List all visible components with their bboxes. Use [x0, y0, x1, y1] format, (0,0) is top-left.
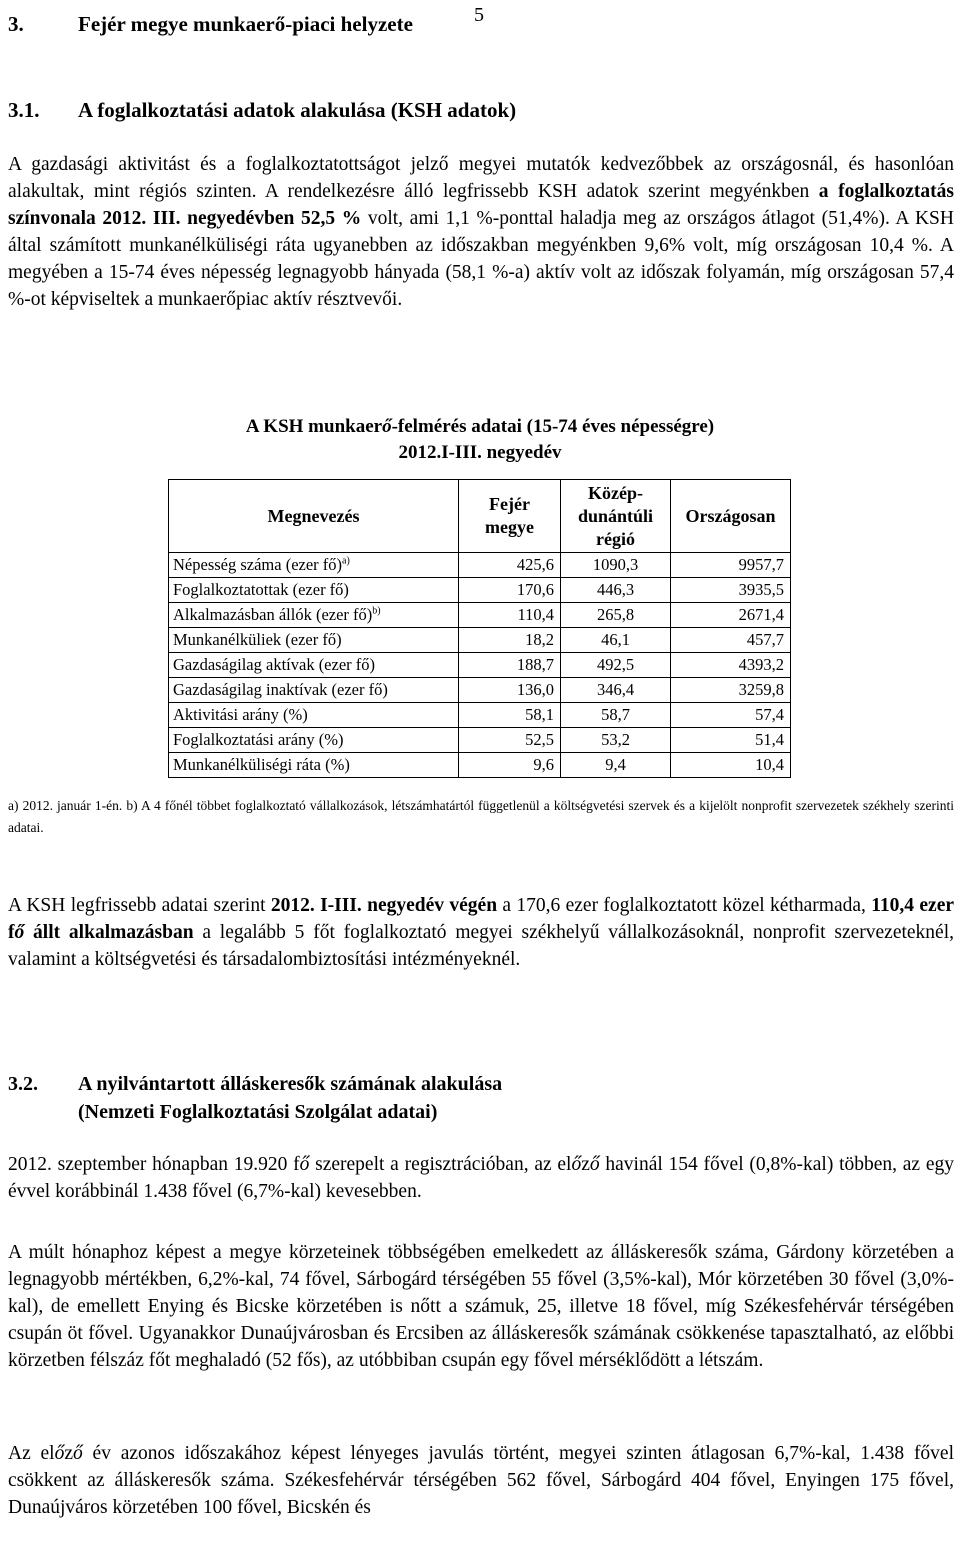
- paragraph-yearly-comparison: [8, 1440, 954, 1521]
- row-label: Foglalkoztatási arány (%): [173, 730, 344, 749]
- paragraph-employment-indicators: [8, 151, 954, 313]
- paragraph-district-changes: A múlt hónaphoz képest a megye körzeteinek többségében emelkedett az álláskeresők száma, Gárdony körzetében a legnagyobb mértékben, 6,2%-kal, 74 fővel, Sárbogárd térségében 55 fővel (3,5%-kal), Mór körzetében 30 fővel (3,0%-kal), de emellett Enying és Bicske körzetében is nőtt a számuk, 25, illetve 18 fővel, míg Székesfehérvár térségében csupán öt fővel. Ugyanakkor Dunaújvárosban és Ercsiben az álláskeresők számának csökkenése tapasztalható, az előbbi körzetben félszáz főt meghaladó (52 fős), az utóbbiban csupán egy fővel mérséklődött a létszám.: [8, 1242, 954, 1371]
- header-orszagosan: Országosan: [671, 480, 791, 553]
- text-run: 2012. szeptember hónapban 19.920 f: [8, 1154, 300, 1175]
- caption-run: -felmérés adatai (15-74 éves népességre): [391, 416, 715, 437]
- cell-kozep-dunantul: 53,2: [561, 728, 671, 753]
- table-row: [169, 728, 791, 753]
- row-label: Népesség száma (ezer fő): [173, 555, 343, 574]
- cell-kozep-dunantul: 265,8: [561, 603, 671, 628]
- header-kozep-line2: dunántúli: [577, 505, 654, 526]
- row-label: Gazdaságilag inaktívak (ezer fő): [173, 680, 388, 699]
- cell-kozep-dunantul: 492,5: [561, 653, 671, 678]
- cell-orszagosan: 51,4: [671, 728, 791, 753]
- table-row: [169, 753, 791, 778]
- cell-fejer: 18,2: [459, 628, 561, 653]
- cell-kozep-dunantul: 46,1: [561, 628, 671, 653]
- section-heading: [8, 10, 413, 38]
- bold-run: a foglalkoztatás színvonala 2012. III. negyedévben 52,5 %: [8, 181, 954, 229]
- footnote-marker: a): [342, 555, 350, 567]
- italic-run: ő: [299, 1154, 310, 1175]
- cell-label: [169, 753, 459, 778]
- header-name: Megnevezés: [169, 480, 459, 553]
- cell-fejer: 9,6: [459, 753, 561, 778]
- subsection-title: A foglalkoztatási adatok alakulása (KSH adatok): [78, 98, 517, 122]
- cell-label: [169, 553, 459, 578]
- section-number: 3.: [8, 12, 24, 36]
- subsection-title-line2: (Nemzeti Foglalkoztatási Szolgálat adatai): [78, 1101, 438, 1123]
- labour-survey-table: [168, 479, 791, 778]
- cell-fejer: 52,5: [459, 728, 561, 753]
- row-label: Alkalmazásban állók (ezer fő): [173, 605, 373, 624]
- header-fejer-line1: Fejér: [489, 494, 530, 514]
- subsection-heading-1: [8, 96, 516, 124]
- table-row: [169, 653, 791, 678]
- header-kozep-line1: Közép-: [588, 482, 643, 503]
- bold-italic-run: ő: [14, 922, 25, 943]
- cell-fejer: 170,6: [459, 578, 561, 603]
- subsection-title: [78, 1070, 502, 1126]
- text-run: z: [581, 1154, 590, 1175]
- italic-run: ő: [54, 1443, 65, 1464]
- cell-orszagosan: 2671,4: [671, 603, 791, 628]
- table-caption: [0, 414, 960, 466]
- text-run: a 170,6 ezer foglalkoztatott közel kétharmada,: [497, 895, 872, 916]
- bold-run: 110,4 ezer f: [8, 895, 954, 943]
- caption-run: A KSH munkaer: [245, 416, 383, 437]
- cell-kozep-dunantul: 9,4: [561, 753, 671, 778]
- cell-fejer: 188,7: [459, 653, 561, 678]
- cell-orszagosan: 57,4: [671, 703, 791, 728]
- cell-kozep-dunantul: 446,3: [561, 578, 671, 603]
- text-run: a legalább 5 főt foglalkoztató megyei székhelyű vállalkozásoknál, nonprofit szervezeteknél, valamint a költségvetési és társadalombiztosítási intézményeknél.: [8, 922, 955, 970]
- table-caption-line2: 2012.I-III. negyedév: [398, 442, 562, 463]
- table-header-row: [169, 480, 791, 553]
- subsection-heading-2: [8, 1070, 502, 1126]
- cell-orszagosan: 3935,5: [671, 578, 791, 603]
- cell-fejer: 136,0: [459, 678, 561, 703]
- cell-kozep-dunantul: 1090,3: [561, 553, 671, 578]
- table-caption-line1: [0, 414, 960, 440]
- cell-orszagosan: 4393,2: [671, 653, 791, 678]
- subsection-number: 3.2.: [8, 1073, 38, 1095]
- text-run: z: [64, 1443, 74, 1464]
- italic-run: ő: [589, 1154, 600, 1175]
- section-title: Fejér megye munkaerő-piaci helyzete: [78, 12, 413, 36]
- cell-kozep-dunantul: 58,7: [561, 703, 671, 728]
- header-fejer: [459, 480, 561, 553]
- text-run: A KSH legfrissebb adatai szerint: [8, 895, 271, 916]
- cell-label: [169, 628, 459, 653]
- text-run: év azonos időszakához képest lényeges javulás történt, megyei szinten átlagosan 6,7%-kal, 1.438 fővel csökkent az álláskeresők száma. Székesfehérvár térségében 562 fővel, Sárbogárd 404 fővel, Enyingen 175 fővel, Dunaújváros körzetében 100 fővel, Bicskén és: [8, 1443, 955, 1518]
- cell-orszagosan: 457,7: [671, 628, 791, 653]
- bold-run: állt alkalmazásban: [24, 922, 194, 943]
- cell-fejer: 110,4: [459, 603, 561, 628]
- cell-fejer: 58,1: [459, 703, 561, 728]
- bold-run: 2012. I-III. negyedév végén: [270, 895, 498, 916]
- paragraph-employees: [8, 892, 954, 973]
- cell-label: [169, 603, 459, 628]
- table-row: [169, 578, 791, 603]
- footnote-marker: b): [372, 605, 381, 617]
- header-kozep-line3: régió: [596, 528, 635, 549]
- cell-orszagosan: 10,4: [671, 753, 791, 778]
- page-number: 5: [474, 4, 484, 26]
- row-label: Munkanélküliek (ezer fő): [173, 630, 342, 649]
- table-row: [169, 603, 791, 628]
- table-row: [169, 678, 791, 703]
- header-fejer-line2: megye: [485, 517, 534, 537]
- cell-label: [169, 578, 459, 603]
- italic-run: ő: [73, 1443, 83, 1464]
- table-row: [169, 628, 791, 653]
- cell-orszagosan: 9957,7: [671, 553, 791, 578]
- row-label: Foglalkoztatottak (ezer fő): [173, 580, 349, 599]
- cell-fejer: 425,6: [459, 553, 561, 578]
- row-label: Munkanélküliségi ráta (%): [173, 755, 350, 774]
- text-run: volt, ami 1,1 %-ponttal haladja meg az országos átlagot (51,4%). A KSH által számított munkanélküliségi ráta ugyanebben az időszakban megyénkben 9,6% volt, míg országosan 10,4 %. A megyében a 15-74 éves népesség legnagyobb hányada (58,1 %-a) aktív volt az időszak folyamán, míg országosan 57,4 %-ot képviseltek a munkaerőpiac aktív résztvevői.: [8, 208, 954, 310]
- row-label: Gazdaságilag aktívak (ezer fő): [173, 655, 376, 674]
- row-label: Aktivitási arány (%): [173, 705, 308, 724]
- cell-label: [169, 653, 459, 678]
- cell-label: [169, 703, 459, 728]
- cell-orszagosan: 3259,8: [671, 678, 791, 703]
- paragraph-september-registry: [8, 1151, 954, 1205]
- table-row: [169, 703, 791, 728]
- text-run: Az el: [8, 1443, 55, 1464]
- text-run: A gazdasági aktivitást és a foglalkoztatottságot jelző megyei mutatók kedvezőbbek az országosnál, és hasonlóan alakultak, mint régiós szinten. A rendelkezésre álló legfrissebb KSH adatok szerint megyénkben: [8, 154, 954, 202]
- table-notes: a) 2012. január 1-én. b) A 4 főnél többet foglalkoztató vállalkozások, létszámhatártól függetlenül a költségvetési szervek és a kijelölt nonprofit szervezetek székhely szerinti adatai.: [8, 798, 954, 835]
- subsection-title-line1: A nyilvántartott álláskeresők számának alakulása: [78, 1073, 503, 1095]
- text-run: szerepelt a regisztrációban, az el: [309, 1154, 572, 1175]
- caption-italic-run: ő: [382, 416, 392, 437]
- table-row: [169, 553, 791, 578]
- cell-kozep-dunantul: 346,4: [561, 678, 671, 703]
- cell-label: [169, 728, 459, 753]
- italic-run: ő: [571, 1154, 582, 1175]
- header-kozep-dunantul: [561, 480, 671, 553]
- text-run: havinál 154 fővel (0,8%-kal) többen, az egy évvel korábbinál 1.438 fővel (6,7%-kal) kevesebben.: [8, 1154, 954, 1202]
- cell-label: [169, 678, 459, 703]
- subsection-number: 3.1.: [8, 98, 40, 122]
